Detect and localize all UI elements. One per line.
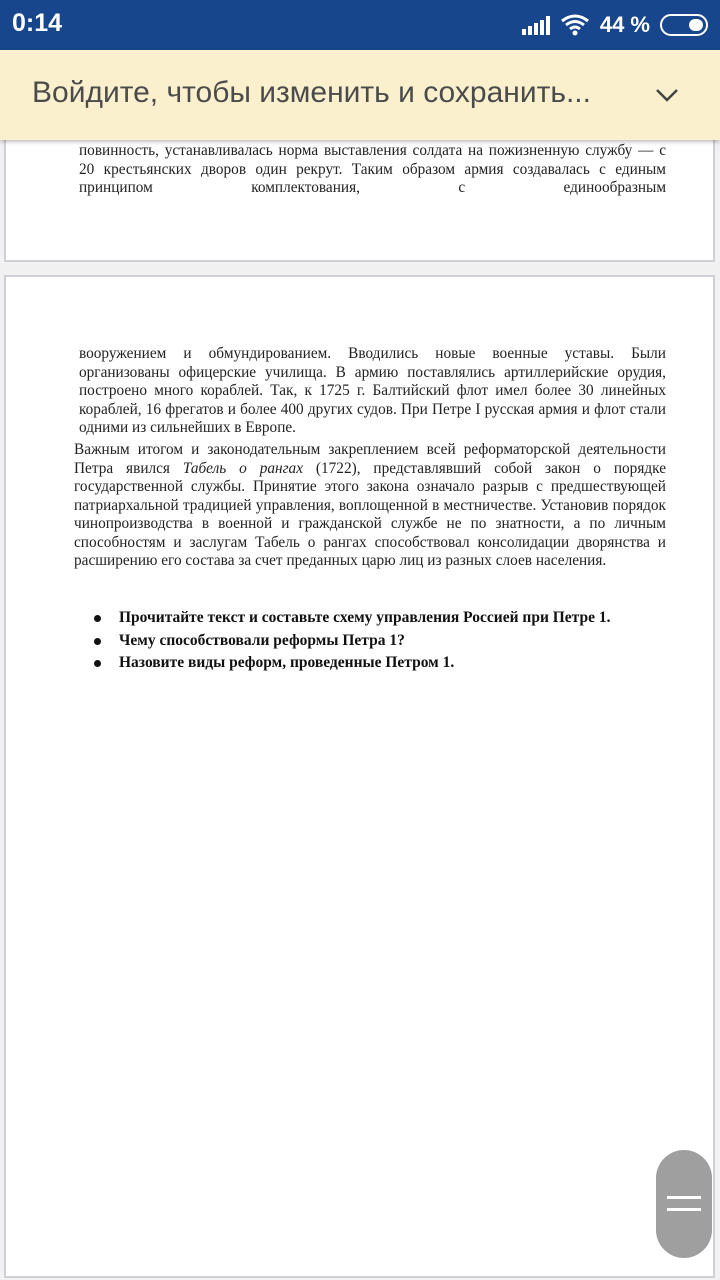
battery-percent: 44 % bbox=[599, 12, 650, 37]
task-text: Прочитайте текст и составьте схему управления Россией при Петре 1. bbox=[119, 609, 611, 626]
page2-paragraph-1: вооружением и обмундированием. Вводились новые военные уставы. Были организованы офицерские училища. В армию поставлялись артиллерийские орудия, построено много кораблей. Так, к 1725 г. Балтийский флот имел более 30 линейных кораблей, 16 фрегатов и более 400 других судов. При Петре I русская армия и флот стали одними из сильнейших в Европе. bbox=[79, 345, 666, 436]
task-item bbox=[94, 654, 674, 673]
battery-icon bbox=[660, 14, 708, 36]
paragraph-2-text-start: Важным итогом и законодательным закреплением всей реформаторской деятельности Петра явился bbox=[74, 441, 666, 477]
wifi-icon bbox=[560, 13, 590, 37]
status-time: 0:14 bbox=[12, 9, 63, 37]
cellular-signal-icon bbox=[522, 15, 550, 35]
signin-banner-text: Войдите, чтобы изменить и сохранить... bbox=[32, 76, 591, 109]
bullet-icon bbox=[94, 615, 101, 622]
task-list bbox=[94, 609, 674, 677]
scroll-handle[interactable] bbox=[656, 1150, 712, 1258]
bullet-icon bbox=[94, 660, 101, 667]
signin-banner[interactable] bbox=[0, 50, 720, 140]
task-item bbox=[94, 632, 674, 651]
status-bar bbox=[0, 0, 720, 50]
document-page-2 bbox=[4, 275, 715, 1278]
page1-paragraph: повинность, устанавливалась норма выставления солдата на пожизненную службу — с 20 крестьянских дворов один рекрут. Таким образом армия создавалась с единым принципом комплектования, с единообразным bbox=[79, 142, 666, 196]
paragraph-2-text-end: (1722), представлявший собой закон о порядке государственной службы. Принятие этого закона означало разрыв с предшествующей патриархальной традицией управления, воплощенной в местничестве. Установив порядок чинопроизводства в военной и гражданской службе не по знатности, а по личным способностям и заслугам Табель о рангах способствовал консолидации дворянства и расширению его состава за счет преданных царю лиц из разных слоев населения. bbox=[74, 459, 666, 569]
task-text: Чему способствовали реформы Петра 1? bbox=[119, 631, 405, 649]
task-item bbox=[94, 609, 674, 628]
task-text: Назовите виды реформ, проведенные Петром 1. bbox=[119, 654, 455, 671]
bullet-icon bbox=[94, 638, 101, 645]
chevron-down-icon[interactable] bbox=[654, 82, 680, 108]
tabel-o-rangah-term: Табель о рангах bbox=[182, 459, 303, 477]
page2-paragraph-2 bbox=[74, 441, 666, 571]
